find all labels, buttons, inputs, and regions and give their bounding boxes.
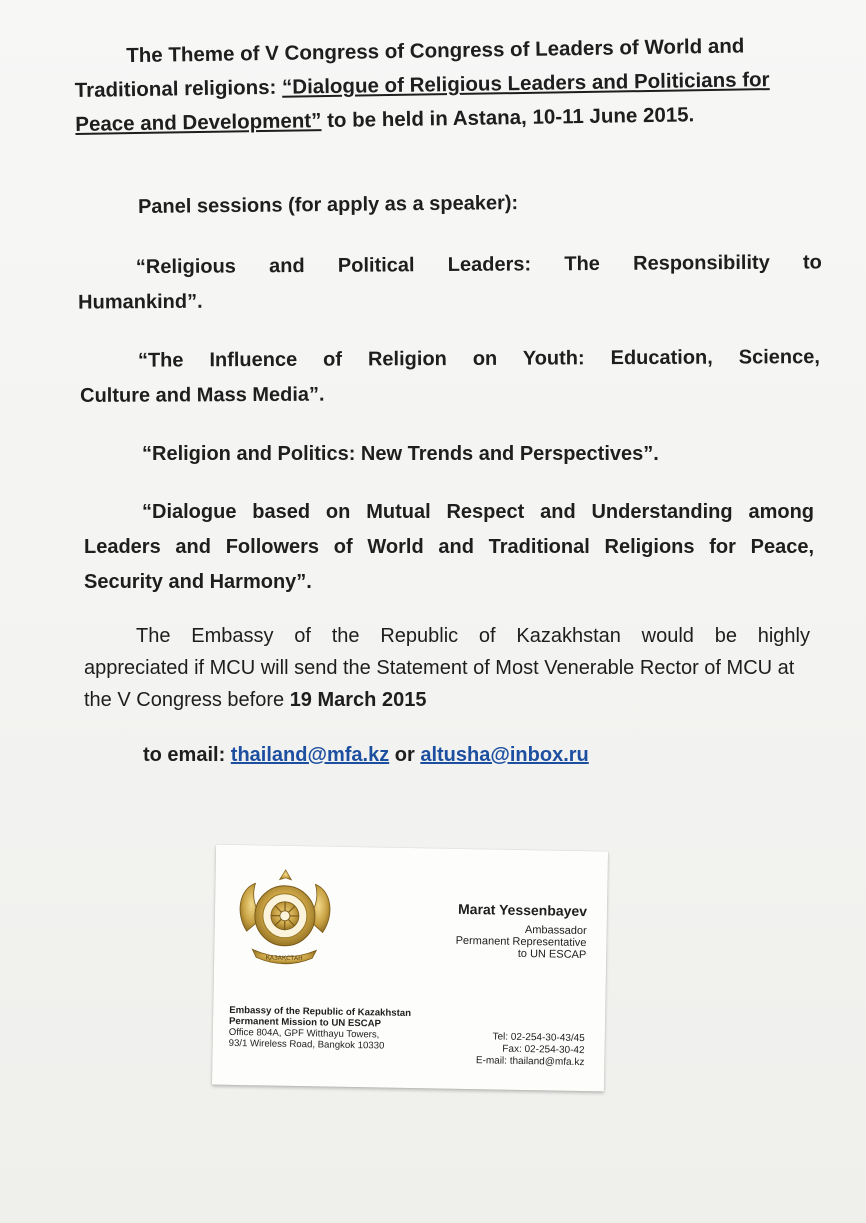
session-1-first-line: “Religious and Political Leaders: The Responsibility to <box>135 251 822 279</box>
kazakhstan-emblem-icon <box>228 861 342 975</box>
card-org-line-2: Permanent Mission to UN ESCAP <box>228 1015 382 1030</box>
email-line <box>143 744 589 767</box>
panel-sessions-heading: Panel sessions (for apply as a speaker): <box>137 192 519 218</box>
embassy-first-line: The Embassy of the Republic of Kazakhstan would be highly <box>136 625 810 647</box>
session-2-rest: Culture and Mass Media”. <box>80 383 325 407</box>
card-contacts <box>476 1031 585 1069</box>
card-tel: Tel: 02-254-30-43/45 <box>492 1031 585 1045</box>
card-fax: Fax: 02-254-30-42 <box>502 1043 585 1057</box>
email-link-altusha[interactable]: altusha@inbox.ru <box>420 744 589 766</box>
card-role-line: Ambassador <box>524 924 587 938</box>
embassy-request-paragraph <box>84 620 810 716</box>
card-organization <box>229 1005 412 1052</box>
session-4-first-line: “Dialogue based on Mutual Respect and Understanding among <box>142 501 814 523</box>
indent <box>74 62 126 63</box>
card-address-line-2: 93/1 Wireless Road, Bangkok 10330 <box>228 1037 385 1052</box>
theme-text <box>74 28 828 142</box>
session-4-rest: Leaders and Followers of World and Traditional Religions for Peace, Security and Harmony”. <box>84 536 814 593</box>
session-2 <box>80 340 820 414</box>
email-prefix: to email: <box>143 744 231 766</box>
email-link-thailand[interactable]: thailand@mfa.kz <box>230 744 390 766</box>
business-card <box>212 845 608 1092</box>
theme-paragraph <box>74 34 826 142</box>
card-role <box>455 923 586 961</box>
theme-prefix: The Theme of V Congress of Congress of Leaders of World and Traditional religions: <box>74 34 745 102</box>
theme-title: “Dialogue of Religious Leaders and Politicians for Peace and Development” <box>75 68 770 136</box>
session-2-first-line: “The Influence of Religion on Youth: Education, Science, <box>137 346 820 372</box>
card-address-line-1: Office 804A, GPF Witthayu Towers, <box>228 1026 380 1041</box>
theme-suffix: to be held in Astana, 10-11 June 2015. <box>321 103 695 133</box>
card-name: Marat Yessenbayev <box>457 900 588 920</box>
session-4 <box>84 495 814 600</box>
card-org-line-1: Embassy of the Republic of Kazakhstan <box>229 1004 412 1020</box>
email-or: or <box>389 744 421 766</box>
card-email: E-mail: thailand@mfa.kz <box>475 1055 585 1069</box>
session-3-text: “Religion and Politics: New Trends and Perspectives”. <box>142 443 659 465</box>
card-role-line: to UN ESCAP <box>517 947 587 962</box>
embassy-rest: appreciated if MCU will send the Statement of Most Venerable Rector of MCU at the V Congress before <box>84 657 795 711</box>
session-3 <box>142 437 822 472</box>
card-role-line: Permanent Representative <box>455 934 587 950</box>
emblem-text: ҚAЗAҚСТAН <box>265 954 303 963</box>
deadline-date: 19 March 2015 <box>289 689 427 711</box>
session-1 <box>78 245 822 320</box>
session-1-rest: Humankind”. <box>78 290 203 314</box>
